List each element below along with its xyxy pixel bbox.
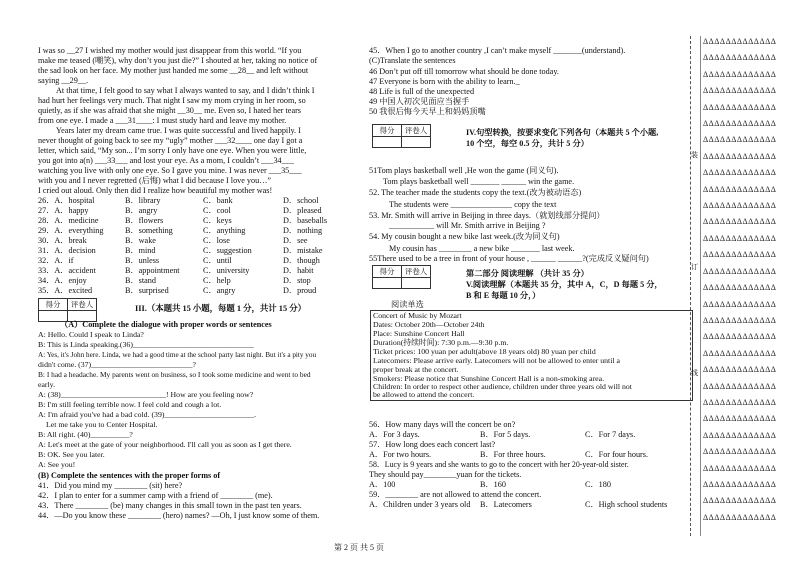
dialogue-line: early. — [38, 380, 56, 389]
question-57: 57．How long does each concert last? — [369, 440, 496, 449]
option-b: B．flowers — [125, 216, 164, 225]
triangle-row: ΔΔΔΔΔΔΔΔΔΔΔΔΔ — [703, 86, 777, 96]
score-table — [372, 265, 431, 289]
option-c: C．university — [203, 266, 250, 275]
option-c: C．lose — [203, 236, 230, 245]
dialogue-line: A: Let's meet at the gate of your neighborhood. I'll call you as soon as I get there. — [38, 440, 292, 449]
triangle-row: ΔΔΔΔΔΔΔΔΔΔΔΔΔ — [703, 201, 777, 211]
option-d: D．see — [283, 236, 308, 245]
notice-line: proper break at the concert. — [373, 365, 459, 374]
notice-line: be allowed to attend the concert. — [373, 390, 475, 399]
notice-line: Smokers: Please notice that Sunshine Concert Hall is a non-smoking area. — [373, 374, 605, 383]
option-c: C．anything — [203, 226, 246, 235]
binding-line-solid — [700, 36, 701, 536]
triangle-row: ΔΔΔΔΔΔΔΔΔΔΔΔΔ — [703, 119, 777, 129]
question-56: 56．How many days will the concert be on? — [369, 420, 516, 429]
transform-item: 54. My cousin bought a new bike last week.(改为同义句) — [369, 232, 560, 241]
option-a: 33．A．accident — [38, 266, 96, 275]
notice-line: Children: In order to respect other audience, children under three years old will not — [373, 382, 632, 391]
option-d: D．habit — [283, 266, 314, 275]
triangle-row: ΔΔΔΔΔΔΔΔΔΔΔΔΔ — [703, 430, 777, 440]
triangle-row: ΔΔΔΔΔΔΔΔΔΔΔΔΔ — [703, 53, 777, 63]
option-b: B．angry — [125, 206, 158, 215]
cloze-line: watching you live with only one eye. So I gave you mine. I was never ___35___ — [38, 166, 302, 175]
q45: 45．When I go to another country ,I can’t make myself _______(understand). — [369, 46, 626, 55]
dialogue-line: A: Hello. Could I speak to Linda? — [38, 330, 144, 339]
option-c: C．180 — [585, 480, 611, 489]
question-58-cont: They should pay________yuan for the tickets. — [369, 470, 522, 479]
margin-mark-zhuang: 装 — [691, 151, 698, 159]
score-table — [372, 124, 431, 148]
score-label: 得分 — [373, 125, 402, 137]
dialogue-line: A: (38)___________________________! How are you feeling now? — [38, 390, 254, 399]
option-b: B．unless — [125, 256, 160, 265]
triangle-row: ΔΔΔΔΔΔΔΔΔΔΔΔΔ — [703, 332, 777, 342]
cloze-line: had hurt her feelings very much. That night I saw my mom crying in her room, so — [38, 96, 306, 105]
option-d: D．proud — [283, 286, 317, 295]
option-c: C．For four hours. — [585, 450, 648, 459]
option-c: C．angry — [203, 286, 236, 295]
cloze-line: I cried out aloud. Only then did I realize how beautiful my mother was! — [38, 186, 273, 195]
triangle-row: ΔΔΔΔΔΔΔΔΔΔΔΔΔ — [703, 496, 777, 506]
cloze-line: you got into a(n) ___33___ and lost your eye. As a mom, I couldn’t ___34___ — [38, 156, 294, 165]
notice-line: Dates: October 20th—October 24th — [373, 320, 485, 329]
option-c: C．bank — [203, 196, 233, 205]
section4-heading: IV.句型转换，按要求变化下列各句（本题共 5 个小题, — [466, 128, 659, 137]
dialogue-line: Let me take you to Center Hospital. — [46, 420, 158, 429]
option-a: 30．A．break — [38, 236, 87, 245]
section-c-heading: (C)Translate the sentences — [369, 56, 456, 65]
section3-heading: III.（本题共 15 小题，每题 1 分，共计 15 分） — [135, 304, 306, 313]
translate-item: 49 中国人初次见面应当握手 — [369, 97, 470, 106]
option-b: B．appointment — [125, 266, 180, 275]
triangle-row: ΔΔΔΔΔΔΔΔΔΔΔΔΔ — [703, 37, 777, 46]
option-b: B．160 — [480, 480, 506, 489]
translate-item: 48 Life is full of the unexpected — [369, 87, 475, 96]
reading-label: 阅读单选 — [391, 300, 424, 309]
option-d: D．school — [283, 196, 319, 205]
option-d: D．nothing — [283, 226, 323, 235]
score-cell[interactable] — [373, 137, 402, 148]
option-c: C．For 7 days. — [585, 430, 636, 439]
score-label: 得分 — [373, 266, 402, 278]
option-c: C．help — [203, 276, 231, 285]
triangle-row: ΔΔΔΔΔΔΔΔΔΔΔΔΔ — [703, 381, 777, 391]
triangle-row: ΔΔΔΔΔΔΔΔΔΔΔΔΔ — [703, 266, 777, 276]
triangle-row: ΔΔΔΔΔΔΔΔΔΔΔΔΔ — [703, 463, 777, 473]
translate-item: 46 Don’t put off till tomorrow what should be done today. — [369, 67, 559, 76]
option-a: 28．A．medicine — [38, 216, 99, 225]
triangle-row: ΔΔΔΔΔΔΔΔΔΔΔΔΔ — [703, 217, 777, 227]
notice-line: Duration(持续时间): 7:30 p.m.—9:30 p.m. — [373, 338, 509, 347]
transform-item: The students were _______________ copy the text — [389, 200, 557, 209]
transform-item: 52. The teacher made the students copy the text.(改为被动语态) — [369, 188, 582, 197]
notice-line: Concert of Music by Mozart — [373, 311, 462, 320]
question-58: 58．Lucy is 9 years and she wants to go to the concert with her 20-year-old sister. — [369, 460, 629, 469]
option-a: A．100 — [369, 480, 396, 489]
option-b: B．surprised — [125, 286, 169, 295]
score-label: 得分 — [39, 299, 68, 311]
notice-line: Place: Sunshine Concert Hall — [373, 329, 465, 338]
triangle-row: ΔΔΔΔΔΔΔΔΔΔΔΔΔ — [703, 414, 777, 424]
triangle-row: ΔΔΔΔΔΔΔΔΔΔΔΔΔ — [703, 447, 777, 457]
triangle-row: ΔΔΔΔΔΔΔΔΔΔΔΔΔ — [703, 151, 777, 161]
option-a: 27．A．happy — [38, 206, 89, 215]
option-a: 35．A．excited — [38, 286, 93, 295]
grader-cell[interactable] — [402, 278, 431, 289]
grader-label: 评卷人 — [68, 299, 97, 311]
triangle-row: ΔΔΔΔΔΔΔΔΔΔΔΔΔ — [703, 299, 777, 309]
transform-item: My cousin has ________ a new bike _______ last week. — [389, 244, 575, 253]
notice-line: Latecomers: Please arrive early. Latecomers will not be allowed to enter until a — [373, 356, 620, 365]
part2-heading: 第二部分 阅读理解 （共计 35 分） — [466, 269, 589, 278]
triangle-row: ΔΔΔΔΔΔΔΔΔΔΔΔΔ — [703, 233, 777, 243]
option-d: D．baseballs — [283, 216, 328, 225]
dialogue-line: B: OK. See you later. — [38, 450, 105, 459]
option-b: B．stand — [125, 276, 156, 285]
option-a: A．For 3 days. — [369, 430, 420, 439]
cloze-line: Years later my dream came true. I was quite successful and lived happily. I — [56, 126, 301, 135]
binding-line — [690, 36, 691, 536]
section4-heading-2: 10 个空，每空 0.5 分，共计 5 分） — [466, 139, 589, 148]
option-a: 29．A．everything — [38, 226, 104, 235]
dialogue-line: B: I'm still feeling terrible now. I feel cold and cough a lot. — [38, 400, 222, 409]
dialogue-line: B: This is Linda speaking.(36)_______________________________ — [38, 340, 254, 349]
cloze-line: saying __29__. — [38, 76, 89, 85]
translate-item: 47 Everyone is born with the ability to learn._ — [369, 77, 520, 86]
cloze-line: never thought of going back to see my “ugly” mother ___32____ one day I got a — [38, 136, 303, 145]
triangle-row: ΔΔΔΔΔΔΔΔΔΔΔΔΔ — [703, 168, 777, 178]
triangle-row: ΔΔΔΔΔΔΔΔΔΔΔΔΔ — [703, 397, 777, 407]
option-c: C．High school students — [585, 500, 668, 509]
option-c: C．cool — [203, 206, 231, 215]
option-b: B．something — [125, 226, 173, 235]
triangle-row: ΔΔΔΔΔΔΔΔΔΔΔΔΔ — [703, 283, 777, 293]
option-d: D．mistake — [283, 246, 323, 255]
question-59: 59．________ are not allowed to attend the concert. — [369, 490, 542, 499]
section3b-heading: (B) Complete the sentences with the proper forms of — [38, 471, 221, 480]
option-d: D．stop — [283, 276, 311, 285]
cloze-line: with you and I never regretted (后悔) what I did because I love you…” — [38, 176, 272, 185]
triangle-row: ΔΔΔΔΔΔΔΔΔΔΔΔΔ — [703, 69, 777, 79]
triangle-row: ΔΔΔΔΔΔΔΔΔΔΔΔΔ — [703, 348, 777, 358]
section5-heading: V.阅读理解（本题共 35 分，其中 A，C，D 每题 5 分， — [466, 280, 663, 289]
transform-item: 55There used to be a tree in front of your house , ______ ______?(完成反义疑问句) — [369, 254, 649, 263]
option-b: B．wake — [125, 236, 156, 245]
option-a: A．For two hours. — [369, 450, 432, 459]
option-b: B．mind — [125, 246, 156, 255]
notice-line: Ticket prices: 100 yuan per adult(above 18 years old) 80 yuan per child — [373, 347, 596, 356]
grader-label: 评卷人 — [402, 125, 431, 137]
translate-item: 50 我很后悔今天早上和妈妈顶嘴 — [369, 107, 486, 116]
triangle-row: ΔΔΔΔΔΔΔΔΔΔΔΔΔ — [703, 250, 777, 260]
option-d: D．though — [283, 256, 320, 265]
section5-heading-2: B 和 E 每题 10 分，） — [466, 291, 541, 300]
score-cell[interactable] — [373, 278, 402, 289]
sentence-item: 42．I plan to enter for a summer camp with a friend of ________ (me). — [38, 491, 273, 500]
dialogue-line: B: All right. (40)__________? — [38, 430, 133, 439]
cloze-line: from one eye. I made a ___31____: I must study hard and leave my mother. — [38, 116, 287, 125]
dialogue-line: A: Yes, it's John here. Linda, we had a good time at the school party last night. But it's a pity you — [38, 351, 317, 359]
triangle-row: ΔΔΔΔΔΔΔΔΔΔΔΔΔ — [703, 365, 777, 375]
grader-cell[interactable] — [402, 137, 431, 148]
option-d: D．pleased — [283, 206, 322, 215]
triangle-row: ΔΔΔΔΔΔΔΔΔΔΔΔΔ — [703, 135, 777, 145]
transform-item: 51Tom plays basketball well ,He won the game (同义句). — [369, 166, 559, 175]
triangle-pattern — [703, 34, 776, 526]
option-c: C．keys — [203, 216, 232, 225]
triangle-row: ΔΔΔΔΔΔΔΔΔΔΔΔΔ — [703, 512, 777, 522]
margin-mark-xian: 线 — [691, 369, 698, 377]
margin-mark-ding: 订 — [691, 263, 698, 271]
option-b: B．library — [125, 196, 161, 205]
triangle-row: ΔΔΔΔΔΔΔΔΔΔΔΔΔ — [703, 479, 777, 489]
cloze-line: letter, which said, “My son... I’m sorry I only have one eye. When you were little, — [38, 146, 307, 155]
option-a: 34．A．enjoy — [38, 276, 87, 285]
option-b: B．For 5 days. — [480, 430, 531, 439]
transform-item: 53. Mr. Smith will arrive in Beijing in three days.（就划线部分提问） — [369, 211, 605, 220]
option-a: 32．A．if — [38, 256, 74, 265]
page-number: 第 2 页 共 5 页 — [334, 543, 384, 552]
cloze-line: At that time, I felt good to say what I always wanted to say, and I didn’t think I — [56, 86, 315, 95]
sentence-item: 44．—Do you know these ________ (hero) names? —Oh, I just know some of them. — [38, 511, 320, 520]
triangle-row: ΔΔΔΔΔΔΔΔΔΔΔΔΔ — [703, 315, 777, 325]
score-table — [38, 298, 97, 322]
cloze-line: quietly, as if she was afraid that she might __30__ me. Even so, I hated her tears — [38, 106, 301, 115]
option-a: A．Children under 3 years old — [369, 500, 471, 509]
grader-label: 评卷人 — [402, 266, 431, 278]
option-b: B．For three hours. — [480, 450, 546, 459]
transform-item: Tom plays basketball well _______ ______ win the game. — [383, 177, 575, 186]
option-a: 31．A．decision — [38, 246, 96, 255]
cloze-line: make me teased (嘲笑), why don’t you just die?” I shouted at her, taking no notice of — [38, 56, 318, 65]
dialogue-line: B: I had a headache. My parents went on business, so I took some medicine and went to bed — [38, 370, 311, 379]
sentence-item: 41．Did you mind my ________ (sit) here? — [38, 481, 183, 490]
cloze-line: the sad look on her face. My mother just handed me some __28__ and left without — [38, 66, 309, 75]
option-a: 26．A．hospital — [38, 196, 95, 205]
dialogue-line: A: I'm afraid you've had a bad cold. (39)_______________________. — [38, 410, 257, 419]
cloze-line: I was so __27 I wished my mother would just disappear from this world. “If you — [38, 46, 302, 55]
option-c: C．suggestion — [203, 246, 252, 255]
sentence-item: 43．There ________ (be) many changes in this small town in the past ten years. — [38, 501, 302, 510]
transform-item: ___________ will Mr. Smith arrive in Beijing ? — [389, 221, 546, 230]
triangle-row: ΔΔΔΔΔΔΔΔΔΔΔΔΔ — [703, 102, 777, 112]
option-c: C．until — [203, 256, 232, 265]
section3a-heading: （A）Complete the dialogue with proper words or sentences — [60, 320, 272, 329]
dialogue-line: didn't come. (37)__________________________? — [38, 360, 196, 369]
dialogue-line: A: See you! — [38, 460, 76, 469]
option-b: B．Latecomers — [480, 500, 532, 509]
triangle-row: ΔΔΔΔΔΔΔΔΔΔΔΔΔ — [703, 184, 777, 194]
